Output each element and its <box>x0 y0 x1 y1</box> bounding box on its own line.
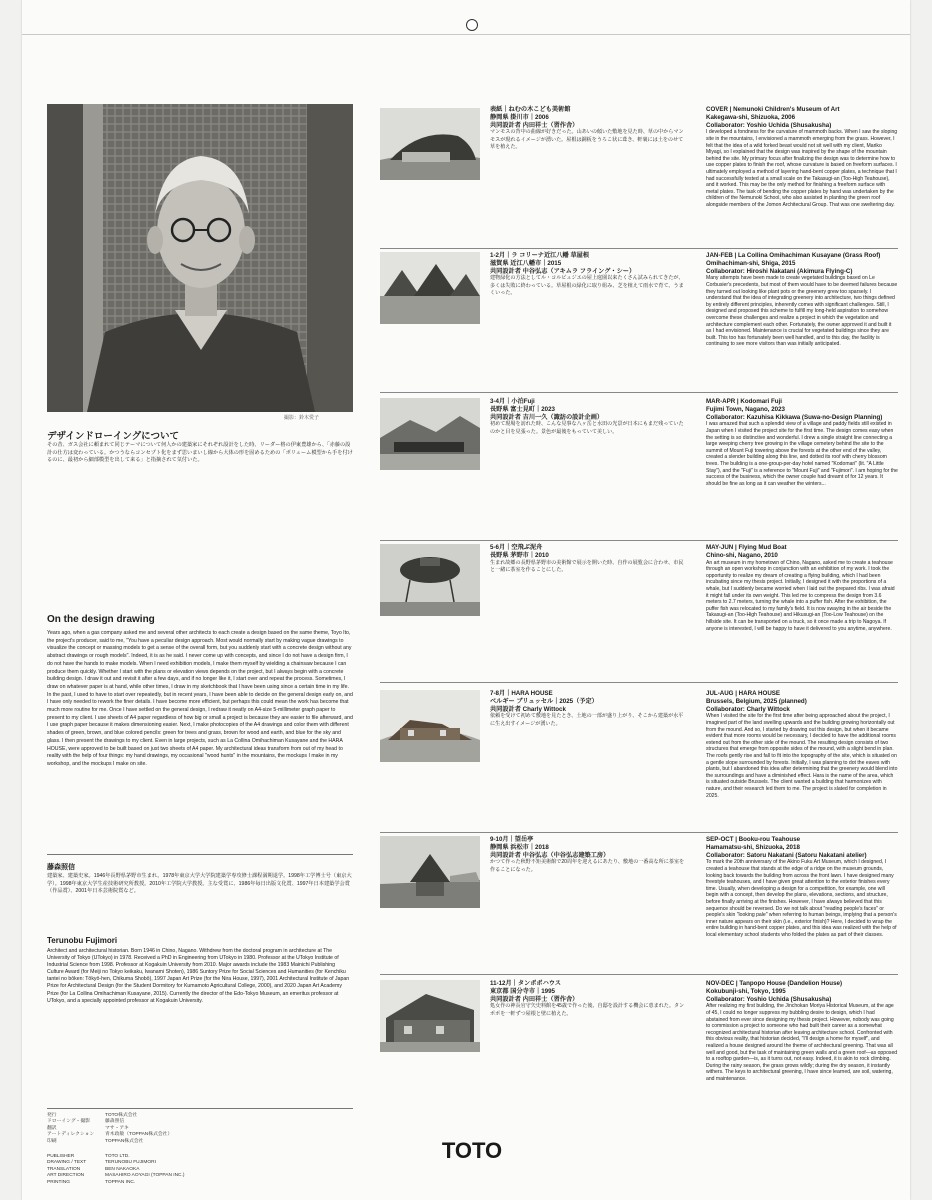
entry-divider <box>380 392 898 393</box>
essay-body-en: Years ago, when a gas company asked me and several other architects to each create a design based on the same theme, Toyo Ito, the project's producer, said to me, "You have a peculiar design approach. Most would normally start by making vague drawings to visualize the concept or massing models to get a sense of the overall form, but you suddenly start with a concrete design without any abstract drawings or rough models". Indeed, it is as he said. I never come up with concepts, and since I do not have a design firm, I do not have the hands to make models. When I need exhibition models, I make them myself by wielding a chainsaw because I can produce them quickly. Whether I start with the plans or elevation views depends on the project, but I always begin with a concrete building design. I draw it out and revisit it after a few days, and if no longer like it, I start over and repeat the process. Sometimes, I draw on whatever paper is at hand, while other times, I draw in my sketchbook that I have been using since a certain time in my life. In the past, I used to have to start over repeatedly, but in recent years, I have been able to decide on the general design early on, and I have only needed to rework the finer details. I have become more efficient, but perhaps this could mean the work has become that much more routine for me. Once I have settled on the general design, I redraw it neatly on A4-size 5-millimeter graph paper to present to my client. I use sheets of A4 paper regardless of how big or small a project is because they are easier to file afterward, and I use graph paper because it makes dimensioning easier. Next, I make photocopies of the A4 drawings and color them with different shades of green, brown, and blue colored pencils: green for trees and grass, brown for wood and earth, and blue for the sky and glass. I then present the drawings to my client. Even in large projects, such as La Collina Omihachiman Kusayane and the HARA HOUSE, were approved to be built based on just two sheets of A4 paper. My architectural ideas transform from out of my head to reality with the help of four things: my hand drawings, my occasional "wood hunts" in the mountains, the mockups I make in my workshop, and the mockups I make on site. <box>47 630 353 767</box>
entry-ja-jan-feb: 1-2月｜ラ コリーナ近江八幡 草屋根 滋賀県 近江八幡市｜2015 共同設計者 中谷弘志（アキムラ フライング・シー） 建物緑化の方法としてル・コルビュジエの屋上庭園以来たくさん試みられてきたが、多くは失敗に終わっている。草屋根の緑化に取り組み、芝を植えて雨水で育て、うまくいった。 <box>490 252 684 297</box>
may-jun-photo <box>380 544 480 616</box>
entry-en-may-jun: MAY-JUN | Flying Mud Boat Chino-shi, Nagano, 2010 An art museum in my hometown of Chino, Nagano, asked me to create a teahouse through an open workshop in conjunction with an exhibition of my work. I took the opportunity to realize my dream of creating a flying building, which I had been incubating since my thesis project. Initially, I designed it with the proportions of a whale, but I suddenly became worried when I laid out the prepared ribs. I was afraid it might fall under its own weight. This led me to compress the design from 3.6 meters to 2.7 meters, turning the whale into a puffer fish. After the exhibition, the puffer fish was relocated to my family's field. It is now swaying in the air beside the Takasugi-an (Too-High Teahouse) and Hikusugi-an (Too-Low Teahouse) on the hillside site. It can be transported on a truck, so it once made a trip to Nagoya. If anyone is interested, I will be happy to have it delivered to you anytime, anywhere. <box>706 544 895 632</box>
jul-aug-photo <box>380 690 480 762</box>
entry-divider <box>380 682 898 683</box>
hanging-hole <box>466 19 478 31</box>
credits-en <box>47 1154 184 1186</box>
entry-ja-cover: 表紙｜ねむの木こども美術館 静岡県 掛川市｜2006 共同設計者 内田祥士（習作舎） マンモスの背中の曲線が好きだった。山あいの傾いた敷地を見た時、草の中からマンモスが現れるイメージが湧いた。屋根は銅板をうろこ状に葺き、軒裏には土をのせて草を植えた。 <box>490 106 684 151</box>
credit-row: PUBLISHER TOTO LTD. <box>47 1154 130 1159</box>
entry-ja-jul-aug: 7-8月｜HARA HOUSE ベルギー ブリュッセル｜2025（予定） 共同設計者 Charly Wittock 依頼を受けて初めて敷地を見たとき、土地の一部が盛り上がり、そこから建築が水平に生え出すイメージが湧いた。 <box>490 690 684 727</box>
essay-body-ja: その昔、ガス会社に頼まれて同じテーマについて何人かの建築家にそれぞれ設計をした時、リーダー格の伊東豊雄から、「赤藤の設計の仕方は変わっている。かつうならコンセプト化をまず思いまいし線から大体の形を固めるための「ボリューム模型から手を付けるのに、最初から細部模型を出して来る」と指摘されて気付いた。 <box>47 442 353 464</box>
bio-title-en: Terunobu Fujimori <box>47 936 118 945</box>
credit-row: 発行 TOTO株式会社 <box>47 1113 138 1118</box>
entry-en-mar-apr: MAR-APR | Kodomari Fuji Fujimi Town, Nagano, 2023 Collaborator: Kazuhisa Kikkawa (Suwa-no-Design Planning) I was amazed that such a splendid view of a village and paddy fields still existed in Japan when I visited the project site for the first time. The design comes easy when the setting is so distinctive and wonderful. I drew a single straight line connecting a large weeping cherry tree growing in the village cemetery behind the site to the summit of Mount Fuji towering above the forests at the other end of the valley, created a slender building along this line, and dotted its roof with cherry blossom trees. The building is a one-group-per-day hotel named "Kodomari" (lit. "A Little Stay"), and the "Fuji" is a reference to "Mount Fuji" and "Fujimori". I am hoping for the success of the business, which the owner couple had dreamt of for 12 years. It should be fine as long as it can weather the winters... <box>706 398 898 487</box>
credits-divider <box>47 1108 353 1109</box>
entry-en-jul-aug: JUL-AUG | HARA HOUSE Brussels, Belgium, 2025 (planned) Collaborator: Charly Wittock When I visited the site for the first time after being approached about the project, I imagined part of the land swelling upwards and the building growing horizontally out from the mound. And so, I started by drawing out this design, but when it became evident that more rooms would be necessary, I decided to have the additional rooms extend out from the other side of the mound. The resulting design consists of two structures that emerge from opposite sides of the mound, with a slight bend in plan. The roofs gently rise and fall to fit into the topography of the site, which is situated on a gentle slope surrounded by forests. Initially, I was planning to dot the eaves with plants, but I abandoned this idea after determining that the greenery would blend into the surroundings and have a diminished effect. Hara is the name of the area, which is situated outside Brussels. The client wanted a building that harmonizes with nature, and their research led them to me. The project is slated for completion in 2025. <box>706 690 898 799</box>
bio-body-en: Architect and architectural historian. Born 1946 in Chino, Nagano. Withdrew from the doctoral program in architecture at The University of Tokyo (UTokyo) in 1978. Received a PhD in Engineering from UTokyo in 1980. Professor at the UTokyo Institute of Industrial Science from 1998. Professor at Kogakuin University from 2010. Major awards include the 1983 Mainichi Publishing Culture Award (for Meiji no Tokyo keikaku, Iwanami Shoten), 1986 Suntory Prize for Social Sciences and Humanities (for Kenchiku tantei no bōken: Tōkyō-hen, Chikuma Shobō), 1997 Japan Art Prize (for the Nira House, 1997), 2001 Architectural Institute of Japan Prize for Architectural Design (for the Student Dormitory for Kumamoto Agricultural College, 2000), and 2020 Japan Art Academy Prize (for La Collina Omihachiman Kusayane, 2015). Currently the director of the Edo-Tokyo Museum, an emeritus professor at UTokyo, and a specially appointed professor at Kogakuin University. <box>47 948 350 1004</box>
toto-logo <box>440 1138 504 1162</box>
entry-divider <box>380 832 898 833</box>
essay-title-en: On the design drawing <box>47 614 155 625</box>
essay-title-ja: デザインドローイングについて <box>47 431 179 442</box>
entry-divider <box>380 540 898 541</box>
credit-row: PRINTING TOPPAN INC. <box>47 1179 136 1185</box>
credit-row: ドローイング・撮影 藤森照信 <box>47 1119 125 1125</box>
section-divider <box>47 854 353 855</box>
entry-en-nov-dec: NOV-DEC | Tanpopo House (Dandelion House) Kokubunji-shi, Tokyo, 1995 Collaborator: Yoshio Uchida (Shusakusha) After realizing my first building, the Jinchokan Moriya Historical Museum, at the age of 45, I could no longer suppress my bubbling desire to design, which I had abstained from ever since designing my thesis project. However, nobody was going to commission a project to someone who had built their career as a somewhat recognized architectural historian after leaving architecture school. Confronted with this obvious reality, that historian decided, "I'll design a home for myself", and realized a house designed around the theme of architectural greening. That was all well and good, but the task of maintaining green walls and a green roof—as opposed to a rooftop garden—is, as it turns out, not easy. Indeed, it is akin to rock climbing. During the rainy season, the grass grows wildly; during the dry season, it instantly withers. The keys to architectural greening, I have since learned, are soil, watering, and maintenance. <box>706 980 898 1082</box>
entry-en-jan-feb: JAN-FEB | La Collina Omihachiman Kusayane (Grass Roof) Omihachiman-shi, Shiga, 2015 Collaborator: Hiroshi Nakatani (Akimura Flying-C) Many attempts have been made to create vegetated buildings based on Le Corbusier's precedents, but most of them would have to be deemed failures because they turned out looking like plant pots or the greenery grew too sparsely. I understand that the idea of integrating greenery into architecture, two things defined by entirely different principles, inherently comes with significant challenges. Still, I designed and proposed this scheme to fulfill my long-held aspiration to somehow overcome these challenges and realize a project in which the vegetation and architecture complement each other. Fortunately, the owner approved it and built it as I had envisioned. Maintenance is crucial for vegetated buildings since they are built. This too has fortunately been well handled, and to this day, the facility is continuing to see more visitors than was initially anticipated. <box>706 252 898 348</box>
bio-title-ja: 藤森照信 <box>47 864 75 871</box>
credit-row: 印刷 TOPPAN株式会社 <box>47 1138 144 1144</box>
sep-oct-photo <box>380 836 480 908</box>
entry-ja-mar-apr: 3-4月｜小泊Fuji 長野県 富士見町｜2023 共同設計者 吉川一久（諏訪の設計企画） 初めて現場を訪れた時、こんな見事な八ヶ岳と水田の光景が日本にもまだ残っていたのかと目を見張った。景色が最後をもっていて美しい。 <box>490 398 684 435</box>
bio-body-ja: 建築家、建築史家。1946年長野県茅野市生まれ。1978年東京大学大学院建築学専攻修士課程満期退学。1998年工学博士号（東京大学）。1998年東京大学生産技術研究所教授。2010年工学院大学教授。主な受賞に、1986年毎日出版文化賞、1997年日本建築学会賞（作品賞）、2001年日本芸術院賞など。 <box>47 873 352 895</box>
entry-ja-sep-oct: 9-10月｜望岳亭 静岡県 浜松市｜2018 共同設計者 中谷弘志（中谷弘志建築工房） かつて作った秋野不矩美術館で20周年を迎えるにあたり、敷地の一番高な所に茶室を作ることになった。 <box>490 836 685 873</box>
entry-en-cover: COVER | Nemunoki Children's Museum of Art Kakegawa-shi, Shizuoka, 2006 Collaborator: Yoshio Uchida (Shusakusha) I developed a fondness for the curvature of mammoth backs. When I saw the sloping site in the mountains, I envisioned a mammoth emerging from the grass. However, I felt that the idea of a wild forked beast would not sit well with my client, Mariko Miyagi, so I explained that the design was inspired by the shape of the mountain behind the site. My primary focus after finalizing the design was to determine how to use copper plates to finish the roof, whose curvature is based on freeform surfaces. I ultimately employed a method of layering hand-bent copper plates, a technique that I had successfully tested at a small scale on the Takasugi-an (Too-High Teahouse), and it worked. This may be the only method for finishing a freeform surface with metal plates. The task of bending the copper plates by hand was undertaken by the children of the Nemunoki School, who also assisted in planting the green roof alongside members of the Jomon Architectural Group. That was one sweltering day. <box>706 106 898 208</box>
mar-apr-photo <box>380 398 480 470</box>
perforation-line <box>22 34 910 35</box>
architect-portrait <box>47 104 353 412</box>
credit-row: 翻訳 マサ・アキ <box>47 1125 129 1131</box>
nov-dec-photo <box>380 980 480 1052</box>
credit-row: アートディレクション 青木政敏（TOPPAN株式会社） <box>47 1132 173 1138</box>
entry-ja-nov-dec: 11-12月｜タンポポハウス 東京都 国分寺市｜1995 共同設計者 内田祥士（習作舎） 処女作の神長官守矢史料館を45歳で作った後、自邸を設計する機会に恵まれた。タンポポを一軒ずつ屋根と壁に植えた。 <box>490 980 685 1017</box>
entry-en-sep-oct: SEP-OCT | Booku-rou Teahouse Hamamatsu-shi, Shizuoka, 2018 Collaborator: Satoru Nakatani (Satoru Nakatani atelier) To mark the 20th anniversary of the Akino Fuku Art Museum, which I designed, I created a teahouse that stands at the edge of a ridge on the museum grounds, looking back towards the building from across the front lawn. I have designed many freestyle teahouses, and I have given great attention to the exterior finishes every time. Usually, when developing a design for a competition, for example, one will begin with a concept, then develop the plans, elevations, sections, and structure, before finally arriving at the finishes. However, I have always believed that this sequence should be reversed. Do we not talk about "reading people's faces" or people's skin "looking pale" when referring to human beings, implying that a person's inner nature appears on their skin (i.e., exterior finish)? Here, I decided to wrap the entire building in hand-bent copper plates, and this idea was realized with the help of local elementary school students who folded the plates as part of their classes. <box>706 836 897 938</box>
entry-divider <box>380 248 898 249</box>
calendar-cover-sheet <box>22 0 910 1200</box>
credits-ja <box>47 1113 172 1145</box>
entry-ja-may-jun: 5-6月｜空飛ぶ泥舟 長野県 茅野市｜2010 生まれ故郷の長野県茅野市の美術館で展示を開いた時、自作の展覧会に合わせ、市民と一緒に茶室を作ることにした。 <box>490 544 684 573</box>
credit-row: TRANSLATION BEN NAKAOKA <box>47 1166 140 1172</box>
credit-row: DRAWING / TEXT TERUNOBU FUJIMORI <box>47 1160 156 1166</box>
photo-credit: 撮影：鈴木愛子 <box>284 415 320 421</box>
entry-divider <box>380 974 898 975</box>
svg-text:TOTO: TOTO <box>441 1138 503 1162</box>
jan-feb-photo <box>380 252 480 324</box>
cover-photo <box>380 108 480 180</box>
credit-row: ART DIRECTION MASAHIRO AOYAGI (TOPPAN INC.) <box>47 1173 185 1179</box>
